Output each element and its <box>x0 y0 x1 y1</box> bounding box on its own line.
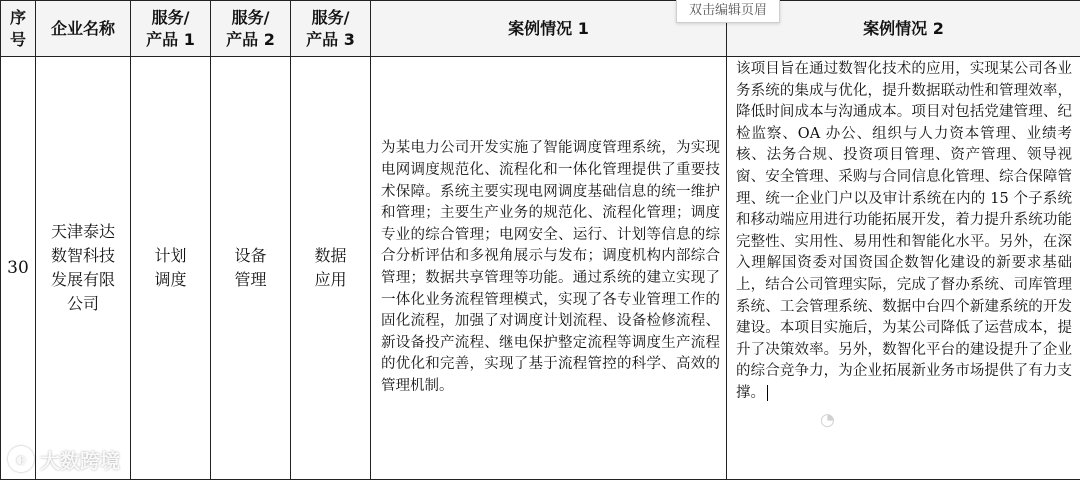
row-service-2 <box>211 57 291 480</box>
header-company: 企业名称 <box>36 1 131 57</box>
watermark-logo-icon: ◐ <box>8 446 34 472</box>
row-index: 30 <box>1 57 36 480</box>
header-service-2: 服务/产品 2 <box>211 1 291 57</box>
faint-watermark <box>820 410 835 430</box>
header-row <box>1 1 1080 57</box>
header-service-1: 服务/产品 1 <box>131 1 211 57</box>
watermark <box>8 446 120 472</box>
company-name: 天津泰达数智科技发展有限公司 <box>51 220 115 316</box>
row-service-3 <box>291 57 371 480</box>
service-3-text: 数据应用 <box>314 244 348 292</box>
faint-watermark-icon: ◔ <box>820 410 835 430</box>
row-case-2[interactable] <box>727 57 1080 480</box>
edit-header-tooltip: 双击编辑页眉 <box>676 0 780 23</box>
service-2-text: 设备管理 <box>234 244 268 292</box>
text-cursor <box>767 385 768 401</box>
table-row <box>1 57 1080 480</box>
watermark-text: 大数跨境 <box>40 445 120 474</box>
row-service-1 <box>131 57 211 480</box>
service-1-text: 计划调度 <box>154 244 188 292</box>
header-case-1: 案例情况 1 <box>371 1 727 57</box>
header-case-2: 案例情况 2 <box>727 1 1080 57</box>
row-case-1[interactable]: 为某电力公司开发实施了智能调度管理系统，为实现电网调度规范化、流程化和一体化管理提供了重要技术保障。系统主要实现电网调度基础信息的统一维护和管理；主要生产业务的规范化、流程化管理；调度专业的综合管理；电网安全、运行、计划等信息的综合分析评估和多视角展示与发布；调度机构内部综合管理；数据共享管理等功能。通过系统的建立实现了一体化业务流程管理模式，实现了各专业管理工作的固化流程，加强了对调度计划流程、设备检修流程、新设备投产流程、继电保护整定流程等调度生产流程的优化和完善，实现了基于流程管控的科学、高效的管理机制。 <box>371 57 727 480</box>
header-index: 序号 <box>1 1 36 57</box>
row-company <box>36 57 131 480</box>
case-2-text: 该项目旨在通过数智化技术的应用，实现某公司各业务系统的集成与优化，提升数据联动性和管理效率，降低时间成本与沟通成本。项目对包括党建管理、纪检监察、OA 办公、组织与人力资本管理、业绩考核、法务合规、投资项目管理、资产管理、领导视窗、安全管理、采购与合同信息化管理、综合保障管理、统一企业门户以及审计系统在内的 15 个子系统和移动端应用进行功能拓展开发，着力提升系统功能完整性、实用性、易用性和智能化水平。另外，在深入理解国资委对国资国企数智化建设的新要求基础上，结合公司管理实际，完成了督办系统、司库管理系统、工会管理系统、数据中台四个新建系统的开发建设。本项目实施后，为某公司降低了运营成本，提升了决策效率。另外，数智化平台的建设提升了企业的综合竞争力，为企业拓展新业务市场提供了有力支撑。 <box>736 61 1072 401</box>
header-service-3: 服务/产品 3 <box>291 1 371 57</box>
